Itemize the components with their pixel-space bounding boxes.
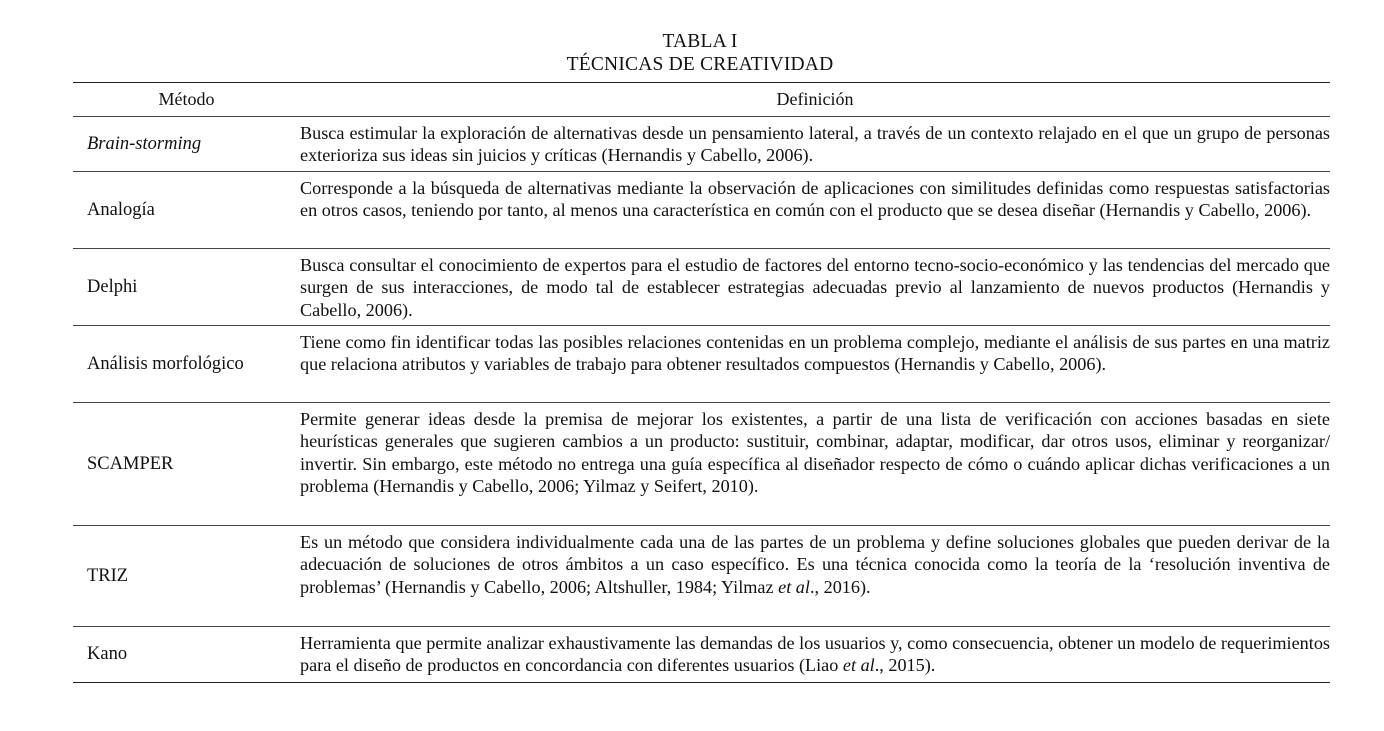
method-cell: Analogía bbox=[87, 199, 155, 220]
definition-cell bbox=[300, 627, 1330, 682]
table-number: TABLA I bbox=[662, 31, 738, 52]
table-row bbox=[73, 626, 1330, 682]
definition-text: Herramienta que permite analizar exhaustivamente las demandas de los usuarios y, como consecuencia, obtener un modelo de requerimientos para el diseño de productos en concordancia con diferentes usuarios (Liao bbox=[300, 633, 1330, 676]
definition-cell: Permite generar ideas desde la premisa de mejorar los existentes, a partir de una lista de verificación con acciones basadas en siete heurísticas generales que sugieren cambios a un producto: sustituir, combinar, adaptar, modificar, dar otros usos, eliminar y reorganizar/ invertir. Sin embargo, este método no entrega una guía específica al diseñador respecto de cómo o cuándo aplicar dichas verificaciones a un problema (Hernandis y Cabello, 2006; Yilmaz y Seifert, 2010). bbox=[300, 409, 1330, 496]
table-row bbox=[73, 171, 1330, 248]
table-header-row bbox=[73, 83, 1330, 116]
definition-text: Es un método que considera individualmente cada una de las partes de un problema y define soluciones globales que pueden derivar de la adecuación de soluciones de otros ámbitos a un caso específico. Es una técnica conocida como la teoría de la ‘resolución inventiva de problemas’ (Hernandis y Cabello, 2006; Altshuller, 1984; Yilmaz bbox=[300, 532, 1330, 597]
method-cell: SCAMPER bbox=[87, 453, 174, 474]
table-row bbox=[73, 248, 1330, 325]
method-cell: Delphi bbox=[87, 276, 138, 297]
definition-text-end: ., 2015). bbox=[874, 655, 936, 676]
method-cell: Kano bbox=[87, 644, 128, 664]
definition-text-end: ., 2016). bbox=[809, 576, 871, 597]
header-definition: Definición bbox=[776, 89, 854, 110]
table-row bbox=[73, 325, 1330, 402]
table-title: TÉCNICAS DE CREATIVIDAD bbox=[566, 54, 834, 75]
method-cell: TRIZ bbox=[87, 565, 129, 586]
definition-italic: et al bbox=[842, 655, 875, 676]
method-cell: Brain-storming bbox=[87, 133, 202, 154]
header-method: Método bbox=[158, 89, 215, 109]
table-row bbox=[73, 525, 1330, 626]
definition-cell bbox=[300, 526, 1330, 626]
method-cell: Análisis morfológico bbox=[87, 353, 244, 374]
table-caption bbox=[0, 30, 1384, 76]
table-row bbox=[73, 402, 1330, 525]
creativity-techniques-table bbox=[73, 82, 1330, 683]
definition-italic: et al bbox=[778, 576, 810, 597]
definition-cell: Busca estimular la exploración de alternativas desde un pensamiento lateral, a través de un contexto relajado en el que un grupo de personas exterioriza sus ideas sin juicios y críticas (Hernandis y Cabello, 2006). bbox=[300, 123, 1330, 166]
definition-cell: Busca consultar el conocimiento de expertos para el estudio de factores del entorno tecno-socio-económico y las tendencias del mercado que surgen de sus interacciones, de modo tal de establecer estrategias adecuadas previo al lanzamiento de nuevos productos (Hernandis y Cabello, 2006). bbox=[300, 255, 1330, 320]
definition-cell: Corresponde a la búsqueda de alternativas mediante la observación de aplicaciones con similitudes definidas como respuestas satisfactorias en otros casos, teniendo por tanto, al menos una característica en común con el producto que se desea diseñar (Hernandis y Cabello, 2006). bbox=[300, 178, 1330, 221]
table-row bbox=[73, 116, 1330, 171]
definition-cell: Tiene como fin identificar todas las posibles relaciones contenidas en un problema complejo, mediante el análisis de sus partes en una matriz que relaciona atributos y variables de trabajo para obtener resultados compuestos (Hernandis y Cabello, 2006). bbox=[300, 332, 1330, 375]
